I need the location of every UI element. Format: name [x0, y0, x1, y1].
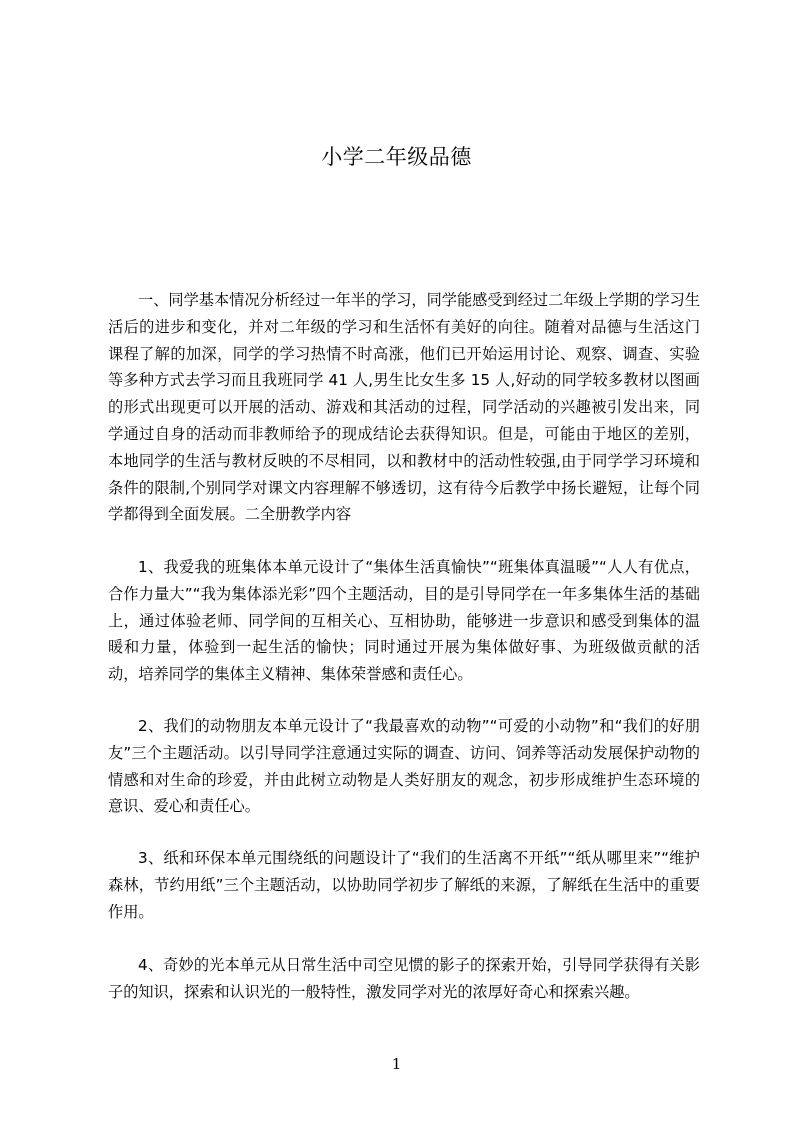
paragraph-unit-animal-friends: 2、我们的动物朋友本单元设计了“我最喜欢的动物”“可爱的小动物”和“我们的好朋友”三个主题活动。以引导同学注意通过实际的调查、访问、饲养等活动发展保护动物的情感和对生命的珍爱，并由此树立动物是人类好朋友的观念，初步形成维护生态环境的意识、爱心和责任心。: [108, 717, 700, 816]
paragraph-unit-class-collective: 1、我爱我的班集体本单元设计了“集体生活真愉快”“班集体真温暖”“人人有优点，合作力量大”“我为集体添光彩”四个主题活动，目的是引导同学在一年多集体生活的基础上，通过体验老师、同学间的互相关心、互相协助，能够进一步意识和感受到集体的温暖和力量，体验到一起生活的愉快；同时通过开展为集体做好事、为班级做贡献的活动，培养同学的集体主义精神、集体荣誉感和责任心。: [108, 558, 700, 684]
paragraph-student-analysis: 一、同学基本情况分析经过一年半的学习，同学能感受到经过二年级上学期的学习生活后的进步和变化，并对二年级的学习和生活怀有美好的向往。随着对品德与生活这门课程了解的加深，同学的学习热情不时高涨，他们已开始运用讨论、观察、调查、实验等多种方式去学习而且我班同学 41 人,男生比女生多 15 人,好动的同学较多教材以图画的形式出现更可以开展的活动、游戏和其活动的过程，同学活动的兴趣被引发出来，同学通过自身的活动而非教师给予的现成结论去获得知识。但是，可能由于地区的差别，本地同学的生活与教材反映的不尽相同，以和教材中的活动性较强,由于同学学习环境和条件的限制,个别同学对课文内容理解不够透切，这有待今后教学中扬长避短，让每个同学都得到全面发展。二全册教学内容: [108, 291, 700, 524]
page-title: 小学二年级品德: [321, 145, 472, 169]
paragraph-unit-wonderful-light: 4、奇妙的光本单元从日常生活中司空见惯的影子的探索开始，引导同学获得有关影子的知识，探索和认识光的一般特性，激发同学对光的浓厚好奇心和探索兴趣。: [108, 956, 700, 1001]
paragraph-unit-paper-environment: 3、纸和环保本单元围绕纸的问题设计了“我们的生活离不开纸”“纸从哪里来”“维护森林，节约用纸”三个主题活动，以协助同学初步了解纸的来源，了解纸在生活中的重要作用。: [108, 849, 700, 921]
page-number: 1: [391, 1055, 402, 1073]
